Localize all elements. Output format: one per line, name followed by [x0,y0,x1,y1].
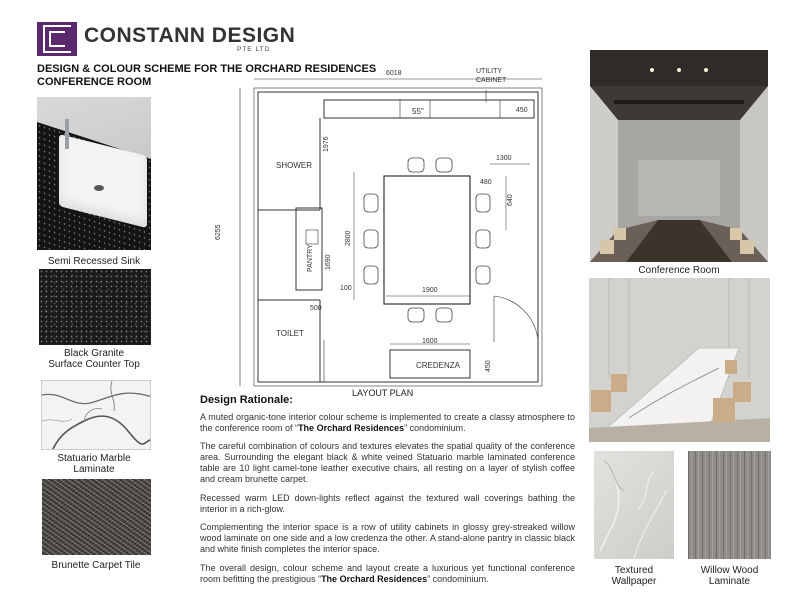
rationale-paragraph-3: Recessed warm LED down-lights reflect against the textured wall coverings bathing the interior in a rich-glow. [200,493,575,514]
room-credenza: CREDENZA [416,361,461,370]
dim-480: 480 [480,179,492,186]
marble-swatch [41,380,151,450]
dim-1976: 1976 [323,136,330,152]
dim-55: 55" [412,107,424,116]
layout-plan-label: LAYOUT PLAN [352,388,414,398]
conference-room-photo [590,50,768,262]
rationale-paragraph-4: Complementing the interior space is a row of utility cabinets in glossy grey-streaked willow wood laminate on one side and a low credenza the other. A stand-alone pantry in classic black and white finish completes the interior space. [200,522,575,554]
dim-1600: 1600 [422,338,438,345]
company-logo [37,22,296,56]
room-shower: SHOWER [276,161,312,170]
brand-name: CONSTANN DESIGN [84,24,296,47]
rationale-paragraph-2: The careful combination of colours and textures elevates the spatial quality of the conference area. Surrounding the elegant black & white veined Statuario marble laminated conference table are 10 light camel-tone leather executive chairs, all resting on a layer of stylish coffee and cream brunette carpet. [200,441,575,484]
dim-450b: 450 [485,360,492,372]
rationale-paragraph-5: The overall design, colour scheme and layout create a luxurious yet functional conference room befitting the prestigious “The Orchard Residences” condominium. [200,563,575,584]
granite-caption: Black Granite Surface Counter Top [48,348,140,370]
label-cabinet: CABINET [476,77,507,84]
granite-swatch [39,269,151,345]
textured-wallpaper-swatch [594,451,674,559]
rationale-heading: Design Rationale: [200,394,293,406]
willow-wood-swatch [688,451,771,559]
marble-caption: Statuario Marble Laminate [57,453,131,475]
dim-height: 6255 [215,224,222,240]
dim-450a: 450 [516,107,528,114]
sink-image [37,97,151,250]
page-title: DESIGN & COLOUR SCHEME FOR THE ORCHARD RESIDENCES CONFERENCE ROOM [37,63,377,88]
sink-caption: Semi Recessed Sink [47,256,141,267]
dim-100: 100 [340,285,352,292]
dim-640: 640 [507,194,514,206]
rationale-paragraph-1: A muted organic-tone interior colour scheme is implemented to create a classy atmosphere to the conference room of “The Orchard Residences” condominium. [200,412,575,433]
carpet-caption: Brunette Carpet Tile [51,560,141,571]
dim-2800: 2800 [345,230,352,246]
room-pantry: PANTRY [307,244,314,272]
wallpaper-caption: Textured Wallpaper [611,565,657,587]
logo-mark-icon [37,22,77,56]
label-utility: UTILITY [476,68,503,75]
dim-width: 6018 [386,70,402,77]
dim-1300: 1300 [496,155,512,162]
wood-caption: Willow Wood Laminate [700,565,759,587]
layout-plan-drawing [200,60,580,395]
room-toilet: TOILET [276,329,304,338]
dim-1900: 1900 [422,287,438,294]
conference-render-photo [589,278,770,442]
carpet-swatch [42,479,151,555]
conference-room-caption: Conference Room [638,265,720,276]
dim-1690: 1690 [325,254,332,270]
dim-500: 500 [310,305,322,312]
brand-sub: PTE LTD [237,46,271,53]
